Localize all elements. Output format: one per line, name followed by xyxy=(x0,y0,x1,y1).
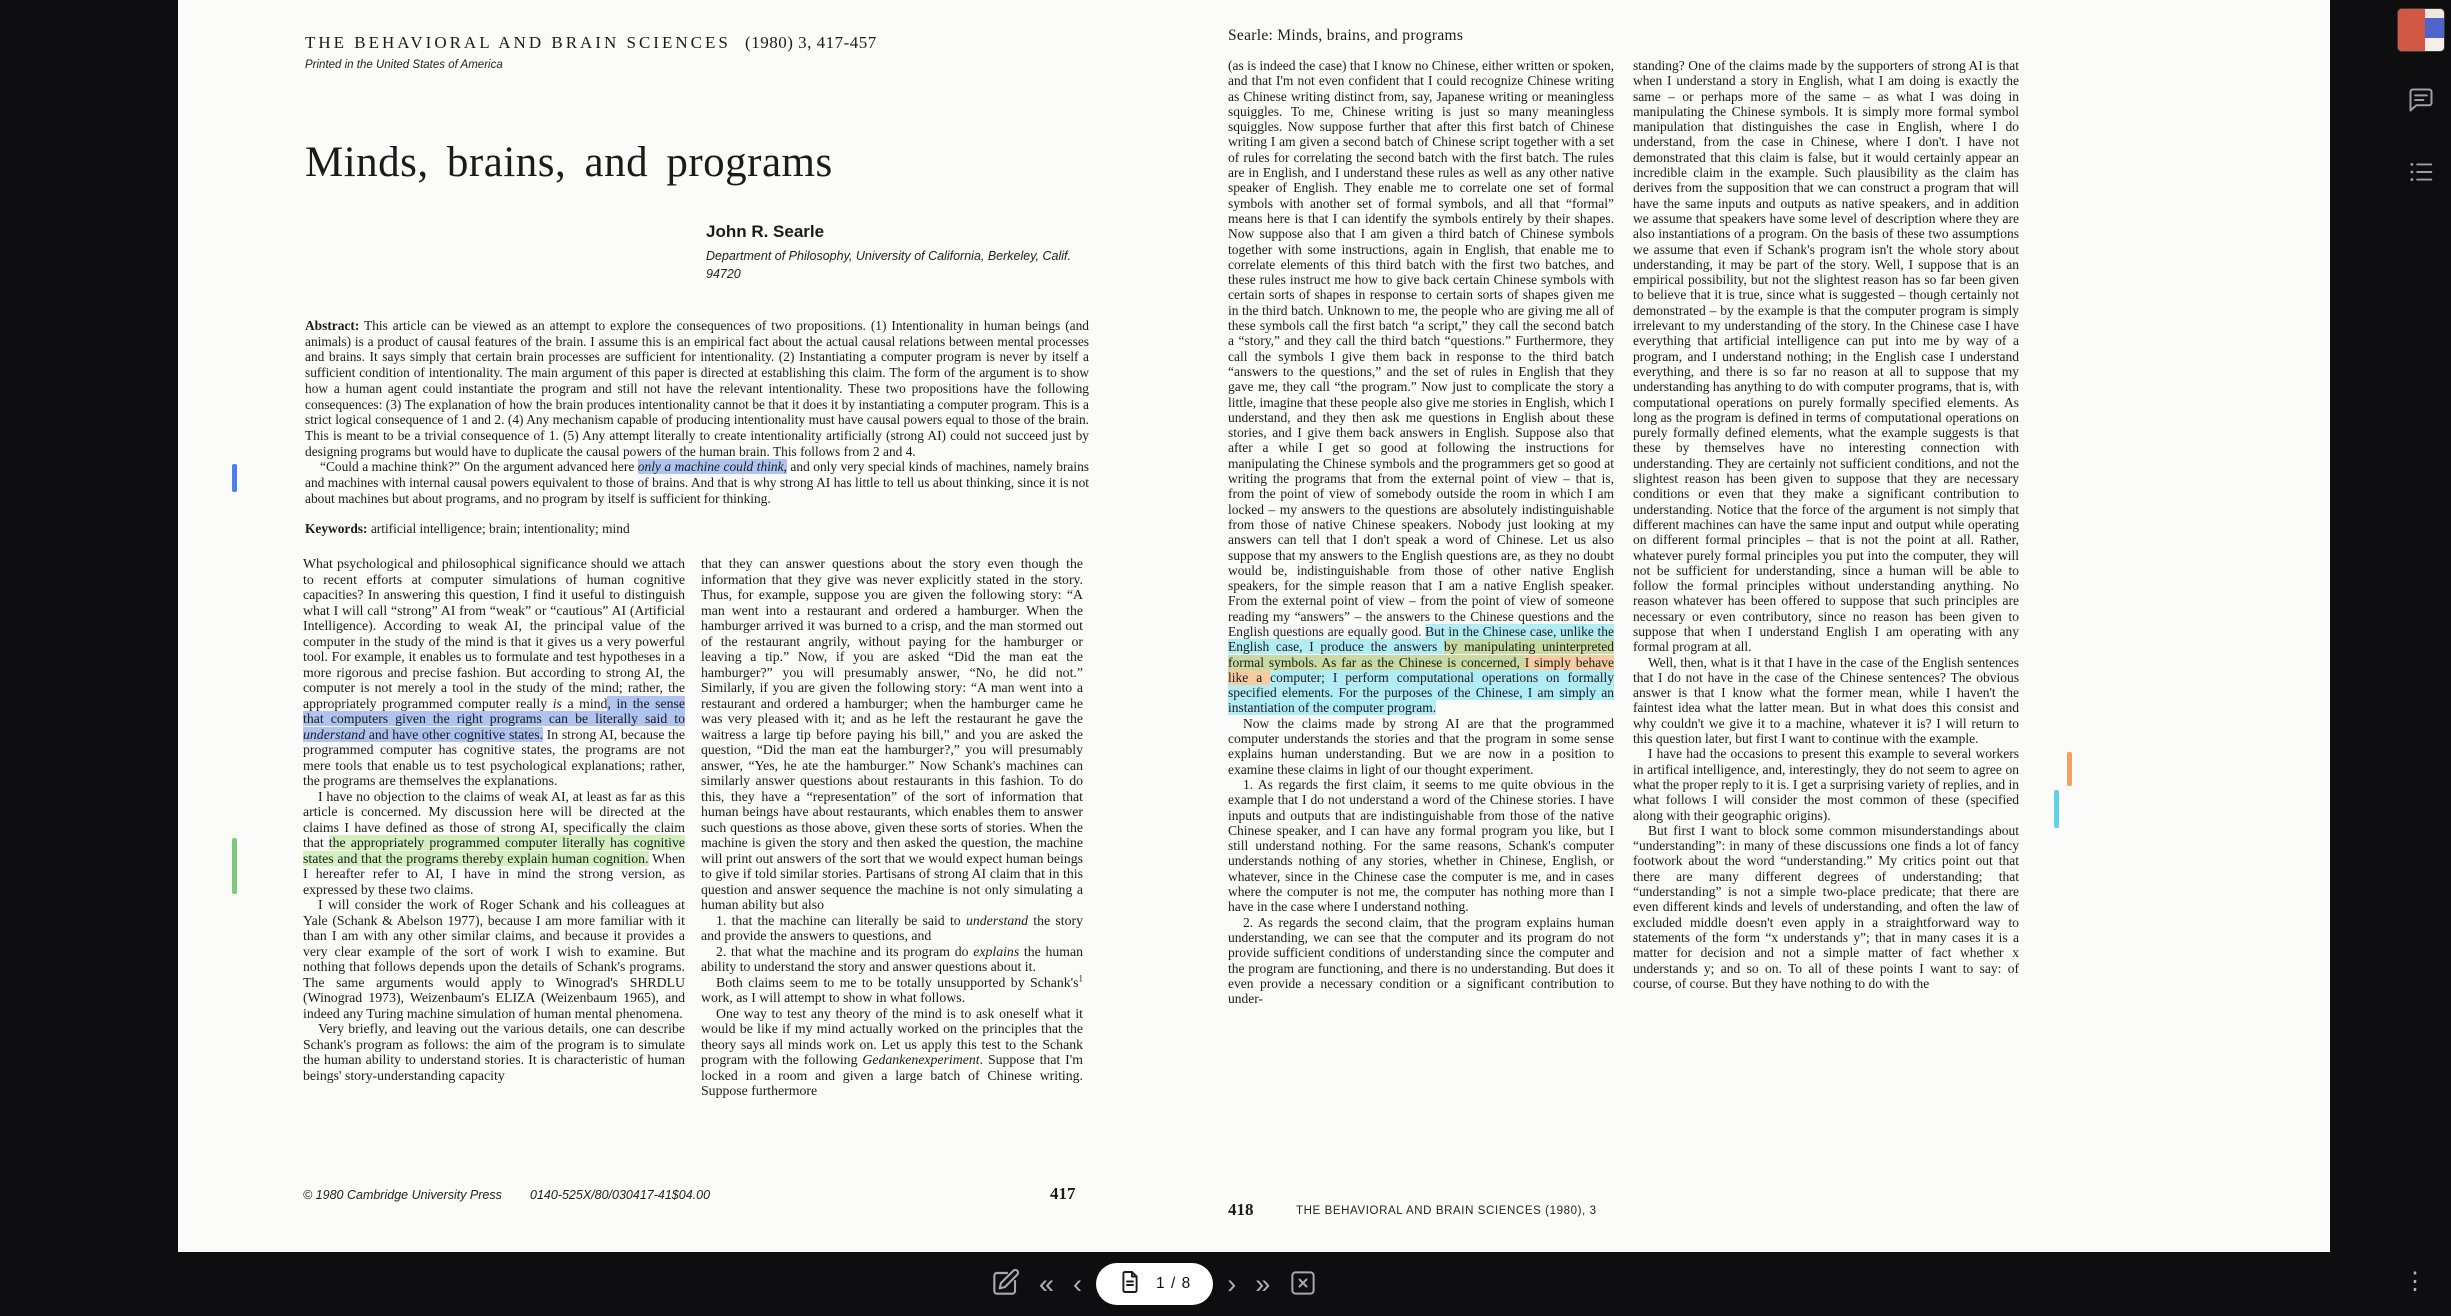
paragraph xyxy=(1228,716,1614,777)
paragraph xyxy=(305,459,1089,506)
text-run: Well, then, what is it that I have in the case of the English sentences that I do not have in the case of the Chinese sentences? The obvious answer is that I know what the former mean, while I haven't the faintest idea what the latter mean. But in what does this consist and why couldn't we give it to a machine, whatever it is? I will return to this question later, but first I want to continue with the example. xyxy=(1633,654,2019,747)
paragraph xyxy=(1633,58,2019,655)
next-page-button[interactable]: › xyxy=(1222,1271,1241,1298)
edit-pen-icon xyxy=(989,1267,1021,1302)
page-number-418: 418 xyxy=(1228,1200,1254,1219)
highlight-annotation[interactable]: computer; I perform computational operations on formally specified elements. For the purposes of the Chinese, I am simply an instantiation of the computer program. xyxy=(1228,669,1614,716)
text-run: Gedankenexperiment xyxy=(862,1052,980,1067)
abstract-paragraph xyxy=(305,318,1089,459)
text-run: 1 xyxy=(1078,972,1083,983)
right-page-column-1 xyxy=(1228,58,1614,1178)
margin-marker-cyan[interactable] xyxy=(2054,790,2059,828)
text-run: standing? One of the claims made by the supporters of strong AI is that when I understand a story in English, what I am doing is exactly the same – or perhaps more of the same – as what I was doing in manipulating the Chinese symbols. It is simply more formal symbol manipulation that distinguishes the case in English, where I do understand, from the case in Chinese, where I don't. I have not demonstrated that this claim is false, but it would certainly appear an incredible claim in the example. Such plausibility as the claim has derives from the supposition that we can construct a program that will have the same inputs and outputs as native speakers, and in addition we assume that speakers have some level of description where they are also instantiations of a program. On the basis of these two assumptions we assume that even if Schank's program isn't the whole story about understanding, it may be part of the story. Well, I suppose that is an empirical possibility, but not the slightest reason has so far been given to believe that it is true, since what is suggested – though certainly not demonstrated – by the example is that the computer program is simply irrelevant to my understanding of the story. In the Chinese case I have everything that artificial intelligence can put into me by way of a program, and I understand nothing; in the English case I understand everything, and there is so far no reason at all to suppose that my understanding has anything to do with computer programs, that is, with computational operations on purely formally specified elements. As long as the program is defined in terms of computational operations on purely formally defined elements, what the example suggests is that these by themselves have no interesting connection with understanding. They are certainly not sufficient conditions, and not the slightest reason has been given to suppose that they are necessary conditions or even that they make a significant contribution to understanding. Notice that the force of the argument is not simply that different machines can have the same input and output while operating on different formal principles – that is not the point at all. Rather, whatever purely formal principles you put into the computer, they will not be sufficient for understanding, since a human will be able to follow the formal principles without understanding anything. No reason whatever has been offered to suppose that such principles are necessary or even contributory, since no reason has been given to suppose that when I understand English I am operating with any formal program at all. xyxy=(1633,58,2019,655)
text-run: 1. As regards the first claim, it seems to me quite obvious in the example that I do not understand a word of the Chinese stories. I have inputs and outputs that are indistinguishable from those of the native Chinese speaker, and I can have any formal program you like, but I still understand nothing. For the same reasons, Schank's computer understands nothing of any stories, whether in Chinese, English, or whatever, since in the Chinese case the computer is me, and in cases where the computer is not me, the computer has nothing more than I have in the case where I understand nothing. xyxy=(1228,776,1614,915)
affiliation-line-1: Department of Philosophy, University of California, Berkeley, Calif. xyxy=(706,249,1071,263)
page-indicator[interactable] xyxy=(1096,1263,1213,1305)
left-page-column-2 xyxy=(701,556,1083,1178)
first-page-button[interactable]: « xyxy=(1034,1271,1059,1298)
thumbnail-art xyxy=(2398,9,2425,51)
abstract-quote-paragraph xyxy=(305,459,1089,506)
text-run: I will consider the work of Roger Schank and his colleagues at Yale (Schank & Abelson 1977), because I am more familiar with it than I am with any other similar claims, and because it provides a very clear example of the sort of work I wish to examine. But nothing that follows depends upon the details of Schank's programs. The same arguments would apply to Winograd's SHRDLU (Winograd 1973), Weizenbaum's ELIZA (Weizenbaum 1965), and indeed any Turing machine simulation of human mental phenomena. xyxy=(303,897,685,1021)
text-run: Both claims seem to me to be totally unsupported by Schank's xyxy=(716,974,1079,990)
thumbnail-art xyxy=(2425,38,2444,51)
text-run: that they can answer questions about the story even though the information that they give was never explicitly stated in the story. Thus, for example, suppose you are given the following story: “A man went into a restaurant and ordered a hamburger. When the hamburger arrived it was burned to a crisp, and the man stormed out of the restaurant angrily, without paying for the hamburger or leaving a tip.” Now, if you are asked “Did the man eat the hamburger?” you will presumably answer, “No, he did not.” Similarly, if you are given the following story: “A man went into a restaurant and ordered a hamburger; when the hamburger came he was very pleased with it; and as he left the restaurant he gave the waitress a large tip before paying his bill,” and you are asked the question, “Did the man eat the hamburger?,” you will presumably answer, “Yes, he ate the hamburger.” Now Schank's machines can similarly answer questions about restaurants in this fashion. To do this, they have a “representation” of the sort of information that human beings have about restaurants, which enables them to answer such questions as those above, given these sorts of stories. When the machine is given the story and then asked the question, the machine will print out answers of the sort that we would expect human beings to give if told similar stories. Partisans of strong AI claim that in this question and answer sequence the machine is not only simulating a human ability but also xyxy=(701,556,1083,912)
page-number-417: 417 xyxy=(1050,1184,1076,1203)
document-icon xyxy=(1118,1269,1142,1300)
author-block xyxy=(706,222,1071,283)
abstract-label: Abstract: xyxy=(305,318,360,333)
comments-button[interactable] xyxy=(2406,86,2436,117)
article-title: Minds, brains, and programs xyxy=(305,139,833,186)
outline-button[interactable] xyxy=(2406,159,2436,188)
outline-list-icon xyxy=(2406,173,2436,188)
text-run: the human ability to understand the story and answer questions about it. xyxy=(701,943,1083,974)
text-run: I have had the occasions to present this example to several workers in artifical intelligence, and, interestingly, they do not seem to agree on what the proper reply to it is. I get a surprising variety of replies, and in what follows I will consider the most common of these (specified along with their geographic origins). xyxy=(1633,746,2019,823)
paragraph xyxy=(701,1006,1083,1099)
paragraph xyxy=(303,789,685,898)
paragraph xyxy=(1228,915,1614,1007)
overflow-menu-button[interactable]: ⋮ xyxy=(2397,1266,2433,1297)
issn-code: 0140-525X/80/030417-41$04.00 xyxy=(530,1188,711,1202)
paragraph xyxy=(303,897,685,1021)
paragraph xyxy=(701,913,1083,944)
document-spread xyxy=(178,0,2330,1252)
text-run: is xyxy=(552,695,562,711)
previous-page-button[interactable]: ‹ xyxy=(1068,1271,1087,1298)
abstract-block xyxy=(305,318,1089,537)
copyright-line: © 1980 Cambridge University Press xyxy=(303,1188,502,1202)
text-run: and only very special kinds of machines, namely brains and machines with internal causal powers equivalent to those of brains. And that is why strong AI has little to tell us about thinking, since it is not about machines but about programs, and no program by itself is sufficient for thinking. xyxy=(305,459,1089,506)
highlight-annotation[interactable]: understand xyxy=(303,726,366,742)
affiliation-line-2: 94720 xyxy=(706,267,741,281)
current-page: 1 xyxy=(1156,1275,1166,1292)
right-page-column-2 xyxy=(1633,58,2019,1178)
text-run: I have no objection to the claims of weak AI, at least as far as this article is concerned. My discussion here will be directed at the claims I have defined as those of strong AI, specifically the claim that xyxy=(303,788,685,850)
margin-marker-green[interactable] xyxy=(232,838,237,894)
keywords-line xyxy=(305,521,1089,537)
paragraph xyxy=(1633,655,2019,747)
text-run: explains xyxy=(973,943,1020,959)
text-run: In strong AI, because the programmed computer has cognitive states, the programs are not mere tools that enable us to test psychological explanations; rather, the programs are themselves the explanations. xyxy=(303,726,685,788)
text-run: When I hereafter refer to AI, I have in mind the strong version, as expressed by these two claims. xyxy=(303,850,685,897)
right-sidebar xyxy=(2397,8,2445,188)
highlight-annotation[interactable]: But in the Chinese case, unlike the English case, I produce the answers xyxy=(1228,623,1614,655)
paragraph xyxy=(1633,823,2019,991)
text-run: What psychological and philosophical significance should we attach to recent efforts at computer simulations of human cognitive capacities? In answering this question, I find it useful to distinguish what I will call “strong” AI from “weak” or “cautious” AI (Artificial Intelligence). According to weak AI, the principal value of the computer in the study of the mind is that it gives us a very powerful tool. For example, it enables us to formulate and test hypotheses in a more rigorous and precise fashion. But according to strong AI, the computer is not merely a tool in the study of the mind; rather, the appropriately programmed computer really xyxy=(303,556,685,711)
author-name: John R. Searle xyxy=(706,222,825,241)
text-run: 2. As regards the second claim, that the program explains human understanding, we can see that the computer and its program do not provide sufficient conditions of understanding since the computer and the program are functioning, and there is no understanding. But does it even provide a necessary condition or a significant contribution to under- xyxy=(1228,914,1614,1007)
total-pages: 8 xyxy=(1181,1275,1192,1292)
text-run: 2. that what the machine and its program do xyxy=(716,943,974,959)
text-run: work, as I will attempt to show in what follows. xyxy=(701,990,966,1005)
thumbnail-art xyxy=(2425,18,2444,37)
paragraph xyxy=(303,556,685,789)
journal-header xyxy=(305,33,877,53)
abstract-text: This article can be viewed as an attempt to explore the consequences of two propositions. (1) Intentionality in human beings (and animals) is a product of causal features of the brain. I assume this is an empirical fact about the actual causal relations between mental processes and brains. It says simply that certain brain processes are sufficient for intentionality. (2) Instantiating a computer program is never by itself a sufficient condition of intentionality. The main argument of this paper is directed at establishing this claim. The form of the argument is to show how a human agent could instantiate the program and still not have the relevant intentionality. These two propositions have the following consequences: (3) The explanation of how the brain produces intentionality cannot be that it does it by instantiating a computer program. This is a strict logical consequence of 1 and 2. (4) Any mechanism capable of producing intentionality must have causal powers equal to those of the brain. This is meant to be a trivial consequence of 1. (5) Any attempt literally to create intentionality artificially (strong AI) could not succeed just by designing programs but would have to duplicate the causal powers of the human brain. This follows from 2 and 4. xyxy=(305,318,1089,459)
page-indicator-text xyxy=(1156,1275,1191,1293)
paragraph xyxy=(1228,58,1614,716)
paragraph xyxy=(1633,746,2019,822)
text-run: “Could a machine think?” On the argument advanced here xyxy=(320,459,638,475)
paragraph xyxy=(303,1021,685,1083)
margin-marker-blue[interactable] xyxy=(232,464,237,492)
paragraph xyxy=(701,944,1083,975)
annotate-button[interactable] xyxy=(985,1265,1025,1304)
left-page-column-1 xyxy=(303,556,685,1172)
running-head: Searle: Minds, brains, and programs xyxy=(1228,27,1464,44)
printed-in-line: Printed in the United States of America xyxy=(305,59,503,71)
text-run: Very briefly, and leaving out the various details, one can describe Schank's program as follows: the aim of the program is to simulate the human ability to understand stories. It is characteristic of human beings' story-understanding capacity xyxy=(303,1021,685,1083)
text-run: One way to test any theory of the mind is to ask oneself what it would be like if my mind actually worked on the principles that the theory says all minds work on. Let us apply this test to the Schank program with the following xyxy=(701,1005,1083,1067)
margin-marker-orange[interactable] xyxy=(2067,752,2072,786)
comment-icon xyxy=(2406,102,2436,117)
text-run: the story and provide the answers to questions, and xyxy=(701,912,1083,943)
close-box-icon xyxy=(1288,1268,1318,1301)
page-separator: / xyxy=(1170,1275,1177,1292)
text-run: Now the claims made by strong AI are that the programmed computer understands the stories and that the program in some sense explains human understanding. But we are now in a position to examine these claims in light of our thought experiment. xyxy=(1228,715,1614,777)
last-page-button[interactable]: » xyxy=(1250,1271,1275,1298)
paragraph xyxy=(701,556,1083,913)
highlight-annotation[interactable]: I simply behave like a xyxy=(1228,654,1614,685)
text-run: a mind xyxy=(561,695,608,711)
highlight-annotation[interactable]: only a machine could think, xyxy=(637,459,787,475)
text-run: . Suppose that I'm locked in a room and given a large batch of Chinese writing. Suppose furthermore xyxy=(701,1052,1083,1098)
highlight-annotation[interactable]: by manipulating uninterpreted formal symbols. As far as the Chinese is concerned, xyxy=(1228,639,1614,670)
text-run: understand xyxy=(965,912,1029,928)
highlight-annotation[interactable]: and have other cognitive states. xyxy=(365,726,544,742)
highlight-annotation[interactable]: , in the sense that computers given the right programs can be literally said to xyxy=(303,695,685,726)
author-affiliation xyxy=(706,247,1071,283)
journal-issue: (1980) 3, 417-457 xyxy=(745,33,877,52)
footer-journal-title: THE BEHAVIORAL AND BRAIN SCIENCES (1980), 3 xyxy=(1296,1205,1597,1217)
page-controls xyxy=(985,1252,1322,1316)
highlight-annotation[interactable]: the appropriately programmed computer literally has cognitive states and that the programs thereby explain human cognition. xyxy=(303,835,685,866)
bottom-toolbar xyxy=(0,1252,2451,1316)
text-run: 1. that the machine can literally be said to xyxy=(716,912,966,928)
keywords-text: artificial intelligence; brain; intentionality; mind xyxy=(367,521,630,537)
paragraph xyxy=(1228,777,1614,915)
journal-name: THE BEHAVIORAL AND BRAIN SCIENCES xyxy=(305,33,731,52)
text-run: But first I want to block some common misunderstandings about “understanding”: in many of these discussions one finds a lot of fancy footwork about the word “understanding.” My critics point out that there are many different degrees of understanding; that “understanding” is not a simple two-place predicate; that there are even different kinds and levels of understanding, and often the law of excluded middle doesn't even apply in a straightforward way to statements of the form “x understands y”; that in many cases it is a matter for decision and not a simple matter of fact whether x understands y; and so on. To all of these points I want to say: of course, of course. But they have nothing to do with the xyxy=(1633,822,2019,991)
keywords-label: Keywords: xyxy=(305,521,368,537)
page-thumbnail-button[interactable] xyxy=(2397,8,2445,52)
text-run: (as is indeed the case) that I know no Chinese, either written or spoken, and that I'm not even confident that I could recognize Chinese writing as Chinese writing distinct from, say, Japanese writing or meaningless squiggles. To me, Chinese writing is just so many meaningless squiggles. Now suppose further that after this first batch of Chinese writing I am given a second batch of Chinese script together with a set of rules for correlating the second batch with the first batch. The rules are in English, and I understand these rules as well as any other native speaker of English. They enable me to correlate one set of formal symbols with another set of formal symbols, and all that “formal” means here is that I can identify the symbols entirely by their shapes. Now suppose also that I am given a third batch of Chinese symbols together with some instructions, again in English, that enable me to correlate elements of this third batch with the first two batches, and these rules instruct me how to give back certain Chinese symbols with certain sorts of shapes in response to certain sorts of shapes given me in the third batch. Unknown to me, the people who are giving me all of these symbols call the first batch “a script,” they call the second batch a “story,” and they call the third batch “questions.” Furthermore, they call the symbols I give them back in response to the third batch “answers to the questions,” and the set of rules in English that they gave me, they call “the program.” Now just to complicate the story a little, imagine that these people also give me stories in English, which I understand, and they then ask me questions in English about these stories, and I give them back answers in English. Suppose also that after a while I get so good at following the instructions for manipulating the Chinese symbols and the programmers get so good at writing the programs that from the external point of view – that is, from the point of view of somebody outside the room in which I am locked – my answers to the questions are absolutely indistinguishable from those of native Chinese speakers. Nobody just looking at my answers can tell that I don't speak a word of Chinese. Let us also suppose that my answers to the English questions are, as they no doubt would be, indistinguishable from those of other native English speakers, for the simple reason that I am a native English speaker. From the external point of view – from the point of view of someone reading my “answers” – the answers to the Chinese questions and the English questions are equally good. xyxy=(1228,58,1614,639)
close-reader-button[interactable] xyxy=(1284,1266,1322,1303)
paragraph xyxy=(701,972,1083,1006)
